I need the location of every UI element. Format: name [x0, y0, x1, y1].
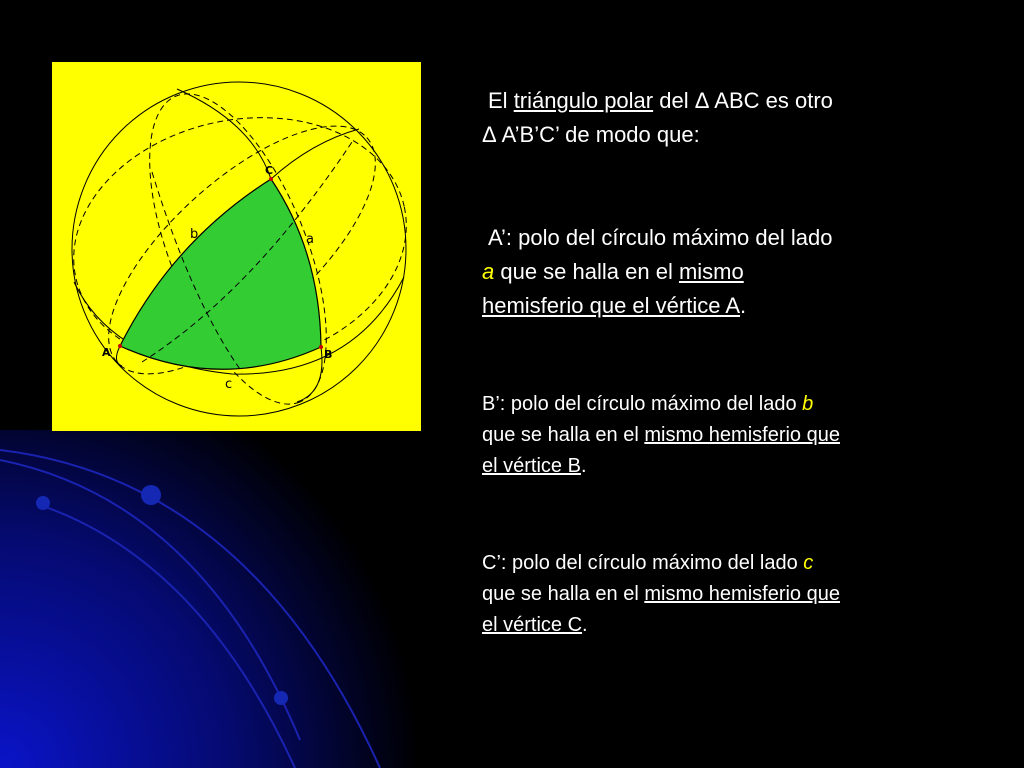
vertex-label-a: A	[102, 346, 111, 359]
triangle-abc	[120, 179, 321, 369]
side-label-b: b	[190, 227, 199, 242]
spherical-triangle-figure	[52, 62, 421, 431]
vertex-label-c: C	[265, 164, 274, 177]
item-c-prime: C’: polo del círculo máximo del lado c que se halla en el mismo hemisferio que el vértice C.	[482, 552, 840, 636]
orb	[36, 496, 50, 510]
orb	[141, 485, 161, 505]
vertex-label-b: B	[324, 348, 333, 361]
polar-triangle-term: triángulo polar	[513, 88, 654, 113]
intro-text: El triángulo polar del Δ ABC es otro Δ A’B’C’ de modo que:	[482, 88, 833, 147]
item-b-prime: B’: polo del círculo máximo del lado b que se halla en el mismo hemisferio que el vértice B.	[482, 393, 840, 477]
side-label-a: a	[306, 232, 314, 247]
orb	[274, 691, 288, 705]
great-circle-a-front	[177, 89, 274, 179]
item-a-prime: A’: polo del círculo máximo del lado a que se halla en el mismo hemisferio que el vértice A.	[482, 225, 833, 318]
side-label-c: c	[225, 377, 233, 392]
